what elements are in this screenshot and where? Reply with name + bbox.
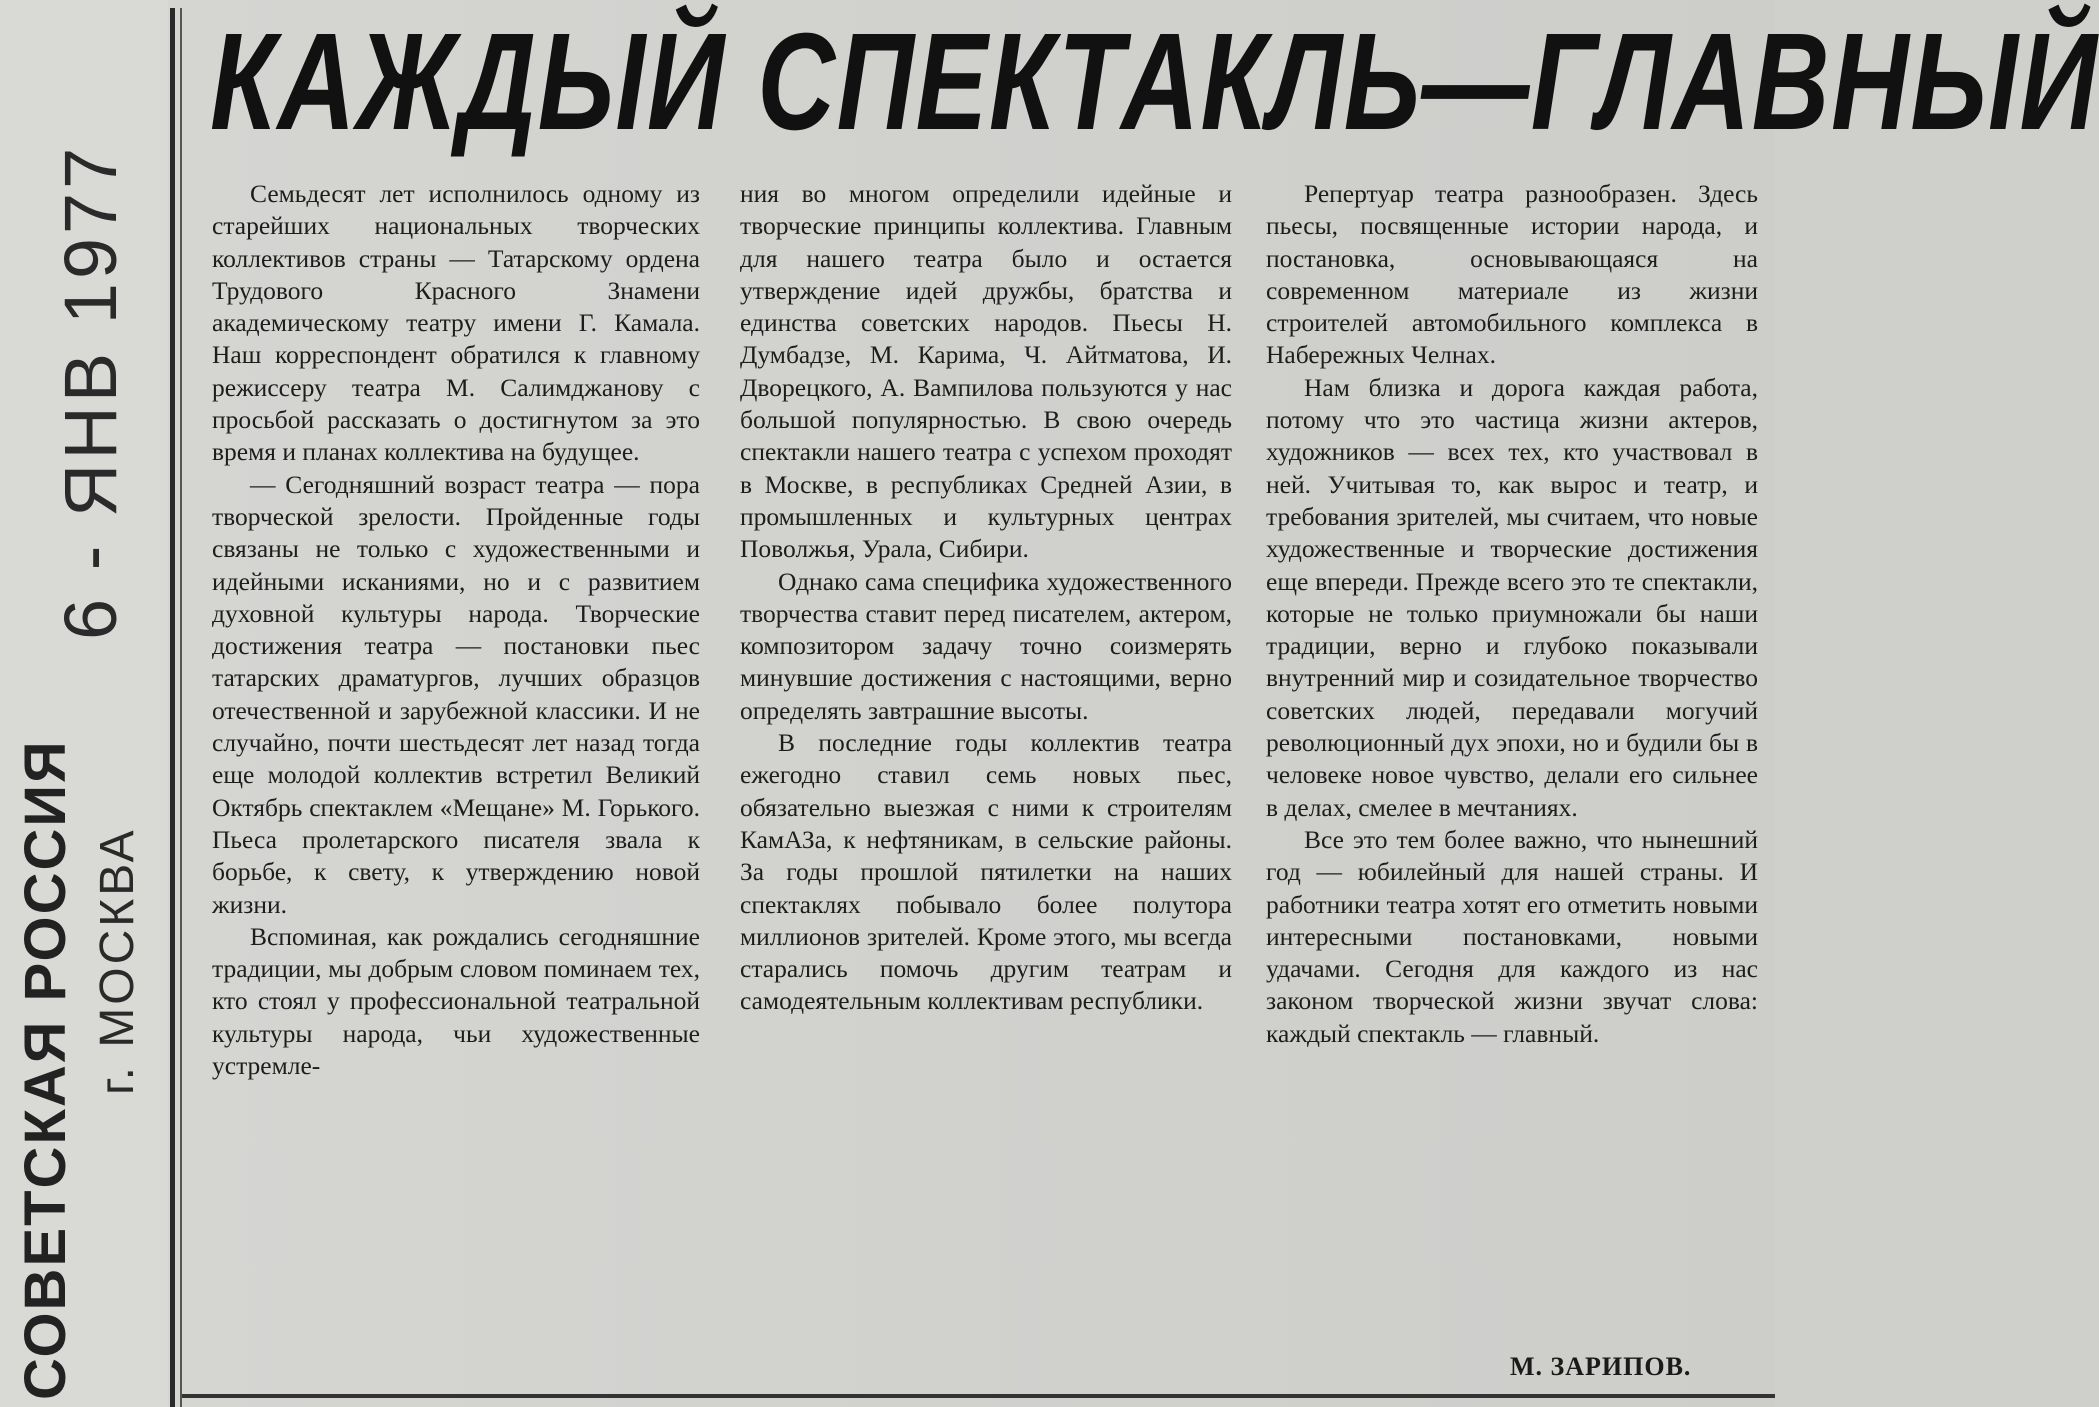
stamp-newspaper-name: СОВЕТСКАЯ РОССИЯ xyxy=(13,739,78,1400)
article-headline: КАЖДЫЙ СПЕКТАКЛЬ—ГЛАВНЫЙ xyxy=(210,5,2099,159)
paragraph: Репертуар театра разнообразен. Здесь пьесы, посвященные истории народа, и постановка, основывающаяся на современном материале из жизни строителей автомобильного комплекса в Набережных Челнах. xyxy=(1266,179,1758,370)
paragraph: Нам близка и дорога каждая работа, потому что это частица жизни актеров, художников — всех тех, кто участвовал в ней. Учитывая то, как вырос и театр, и требования зрителей, мы считаем, что новые художественные и творческие достижения еще впереди. Прежде всего это те спектакли, которые не только приумножали бы наши традиции, верно и глубоко показывали внутренний мир и созидательное творчество советских людей, передавали могучий революционный дух эпохи, но и будили бы в человеке новое чувство, делали его сильнее в делах, смелее в мечтаниях. xyxy=(1266,372,1758,822)
author-signature: М. ЗАРИПОВ. xyxy=(1510,1352,1692,1381)
stamp-city: г. МОСКВА xyxy=(91,827,144,1095)
paragraph: Однако сама специфика художественного творчества ставит перед писателем, актером, композитором задачу точно соизмерять минувшие достижения с настоящими, верно определять завтрашние высоты. xyxy=(740,566,1232,725)
paragraph: Все это тем более важно, что нынешний год — юбилейный для нашей страны. И работники театра хотят его отметить новыми интересными постановками, новыми удачами. Сегодня для каждого из нас законом творческой жизни звучат слова: каждый спектакль — главный. xyxy=(1266,824,1758,1048)
column-rule xyxy=(170,8,175,1407)
bottom-rule xyxy=(182,1394,1775,1398)
article-column-1 xyxy=(212,178,700,1082)
archive-stamp-strip xyxy=(0,0,168,1407)
paragraph: В последние годы коллектив театра ежегодно ставил семь новых пьес, обязательно выезжая с ними к строителям КамАЗа, к нефтяникам, в сельские районы. За годы прошлой пятилетки на наших спектаклях побывало более полутора миллионов зрителей. Кроме этого, мы всегда старались помочь другим театрам и самодеятельным коллективам республики. xyxy=(740,728,1232,1016)
article-column-3 xyxy=(1266,178,1758,1050)
article-column-2 xyxy=(740,178,1232,1018)
paragraph: ния во многом определили идейные и творческие принципы коллектива. Главным для нашего театра было и остается утверждение идей дружбы, братства и единства советских народов. Пьесы Н. Думбадзе, М. Карима, Ч. Айтматова, И. Дворецкого, А. Вампилова пользуются у нас большой популярностью. В свою очередь спектакли нашего театра с успехом проходят в Москве, в республиках Средней Азии, в промышленных и культурных центрах Поволжья, Урала, Сибири. xyxy=(740,179,1232,564)
paragraph: — Сегодняшний возраст театра — пора творческой зрелости. Пройденные годы связаны не только с художественными и идейными исканиями, но и с развитием духовной культуры народа. Творческие достижения театра — постановки пьес татарских драматургов, лучших образцов отечественной и зарубежной классики. И не случайно, почти шестьдесят лет назад тогда еще молодой коллектив встретил Великий Октябрь спектаклем «Мещане» М. Горького. Пьеса пролетарского писателя звала к борьбе, к свету, к утверждению новой жизни. xyxy=(212,469,700,919)
paragraph: Семьдесят лет исполнилось одному из старейших национальных творческих коллективов страны — Татарскому ордена Трудового Красного Знамени академическому театру имени Г. Камала. Наш корреспондент обратился к главному режиссеру театра М. Салимджанову с просьбой рассказать о достигнутом за это время и планах коллектива на будущее. xyxy=(212,179,700,467)
column-rule-thin xyxy=(180,8,182,1407)
paragraph: Вспоминая, как рождались сегодняшние традиции, мы добрым словом поминаем тех, кто стоял у профессиональной театральной культуры народа, чьи художественные устремле- xyxy=(212,921,700,1081)
stamp-date: 6 - ЯНВ 1977 xyxy=(49,143,132,640)
